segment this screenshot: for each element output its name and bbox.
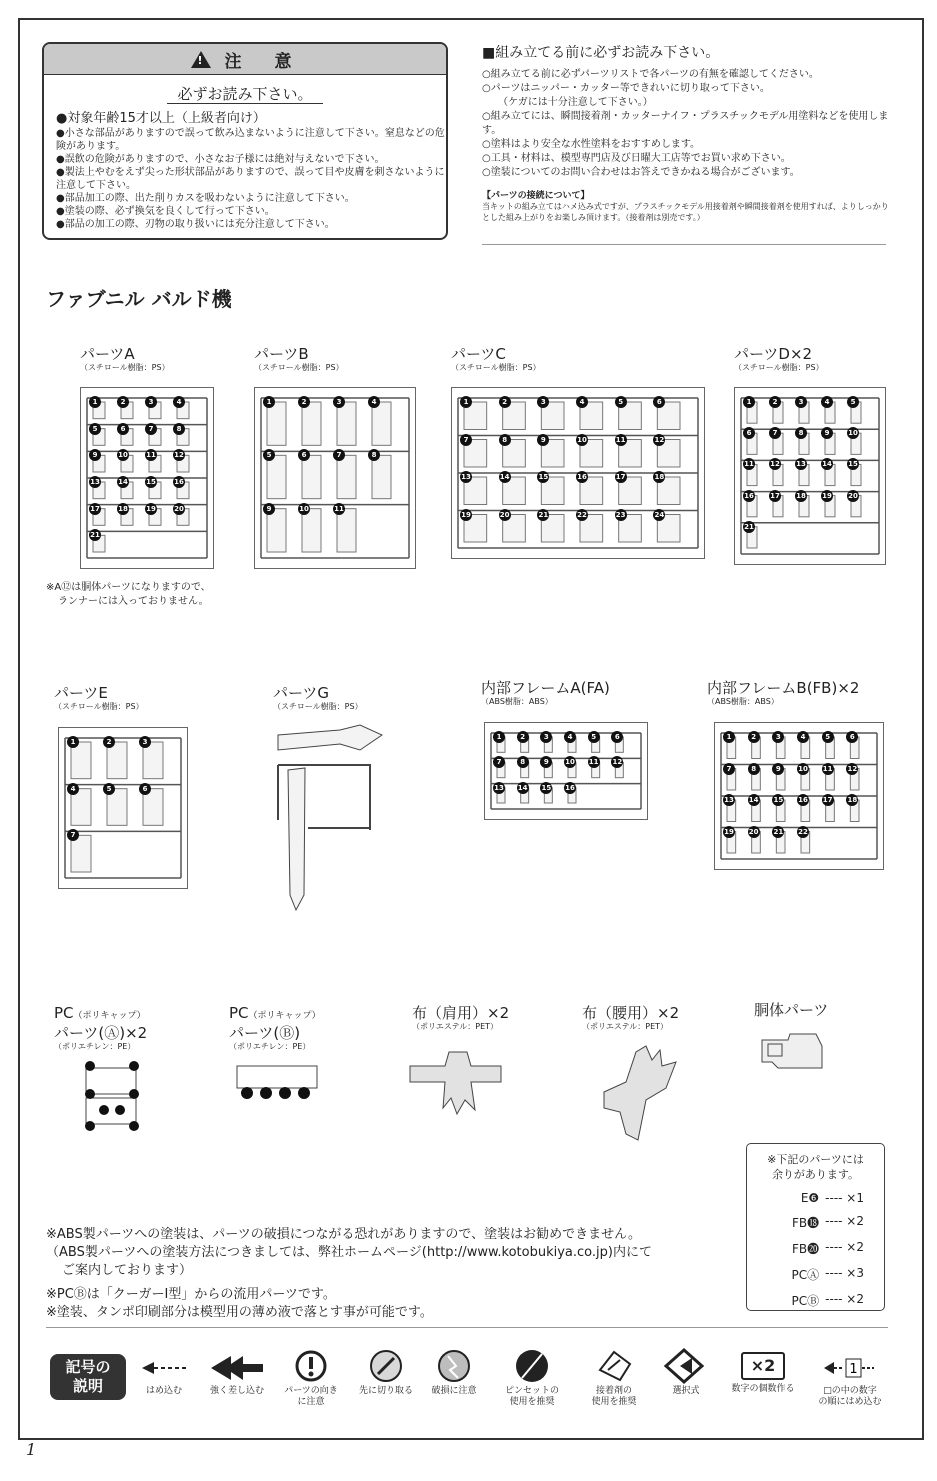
- part-number-tag: 14: [118, 478, 128, 486]
- part-title: パーツE: [54, 684, 108, 702]
- part-number-tag: 5: [847, 396, 859, 408]
- page-number: 1: [26, 1440, 37, 1459]
- sprue-b: [254, 387, 416, 569]
- part-number-tag: 5: [89, 423, 101, 435]
- part-number-tag: 3: [139, 736, 151, 748]
- part-material: （ポリエステル：PET）: [412, 1022, 499, 1031]
- part-piece: [267, 509, 286, 552]
- read-before-item: ○パーツはニッパー・カッター等できれいに切り取って下さい。: [482, 83, 770, 94]
- part-number-tag: 7: [67, 829, 79, 841]
- part-number-tag: 16: [744, 491, 754, 500]
- sprue-c: [451, 387, 705, 559]
- part-number-tag: 4: [797, 731, 809, 743]
- part-piece: [372, 402, 391, 445]
- note-line: ※塗装、タンポ印刷部分は模型用の薄め液で落とす事が可能です。: [46, 1305, 433, 1320]
- part-number-tag: 11: [334, 504, 344, 513]
- legend-item: 接着剤の 使用を推奨: [582, 1348, 646, 1408]
- part-number-tag: 14: [517, 783, 528, 792]
- pc-b-sprue: [233, 1060, 323, 1102]
- part-number-tag: 15: [538, 473, 549, 481]
- part-title: パーツC: [451, 345, 506, 363]
- caution-item: ●小さな部品がありますので誤って飲み込まないように注意して下さい。窒息などの危険があります。: [56, 128, 445, 152]
- part-number-tag: 2: [103, 736, 115, 748]
- part-number-tag: 11: [615, 435, 626, 444]
- part-title: パーツD×2: [734, 345, 813, 363]
- part-number-tag: 21: [773, 827, 784, 836]
- part-number-tag: 3: [795, 396, 807, 408]
- part-number-tag: 6: [846, 731, 858, 743]
- part-e-label: [54, 685, 144, 712]
- part-number-tag: 17: [615, 473, 626, 481]
- part-number-tag: 12: [847, 764, 858, 773]
- part-number-tag: 19: [822, 491, 832, 500]
- part-number-tag: 8: [499, 434, 511, 446]
- part-pca-label: PC（ポリキャップ） パーツ(Ⓐ)×2 （ポリエチレン：PE）: [54, 1004, 148, 1051]
- part-title: パーツG: [273, 684, 330, 702]
- caution-item: ●対象年齢15才以上（上級者向け）: [56, 111, 266, 126]
- caution-header: [44, 44, 446, 75]
- part-number-tag: 9: [537, 434, 549, 446]
- part-piece: [267, 455, 286, 498]
- part-number-tag: 4: [368, 396, 380, 408]
- part-number-tag: 10: [299, 504, 309, 513]
- part-piece: [267, 402, 286, 445]
- dashed-arrow-icon: [136, 1348, 192, 1384]
- part-number-tag: 1: [89, 396, 101, 408]
- part-number-tag: 18: [654, 473, 665, 481]
- part-number-tag: 2: [499, 396, 511, 408]
- part-number-tag: 2: [298, 396, 310, 408]
- sprue-runner: [255, 388, 415, 568]
- part-piece: [302, 455, 321, 498]
- part-number-tag: 2: [517, 731, 529, 743]
- part-title: 内部フレームA(FA): [481, 679, 610, 697]
- part-number-tag: 20: [174, 504, 184, 513]
- sprue-d: [734, 387, 886, 565]
- part-number-tag: 18: [118, 504, 128, 513]
- legend-item: 強く差し込む: [202, 1348, 272, 1397]
- sprue-fb: [714, 722, 884, 870]
- cloth-waist-shape: [596, 1042, 686, 1142]
- sprue-runner: [59, 728, 187, 888]
- part-number-tag: 12: [612, 758, 623, 767]
- part-material: （ポリエチレン：PE）: [229, 1042, 311, 1051]
- legend-item: ×2 数字の個数作る: [726, 1348, 800, 1395]
- part-number-tag: 13: [796, 460, 806, 469]
- part-number-tag: 3: [540, 731, 552, 743]
- part-pcb-label: PC（ポリキャップ） パーツ(Ⓑ) （ポリエチレン：PE）: [229, 1004, 321, 1051]
- note-line: ※ABS製パーツへの塗装は、パーツの破損につながる恐れがありますので、塗装はお勧めできません。: [46, 1227, 641, 1242]
- part-number-tag: 6: [611, 731, 623, 743]
- caution-item: ●部品加工の際、出た削りカスを吸わないように注意して下さい。: [56, 193, 355, 204]
- pc-a-sprue: [64, 1058, 154, 1134]
- part-piece: [337, 402, 356, 445]
- part-title: パーツB: [254, 345, 309, 363]
- part-d-label: [734, 346, 824, 373]
- part-number-tag: 10: [118, 451, 128, 460]
- caution-item: ●塗装の際、必ず換気を良くして行って下さい。: [56, 206, 275, 217]
- part-number-tag: 6: [117, 423, 129, 435]
- read-before-title: ■組み立てる前に必ずお読み下さい。: [482, 45, 720, 61]
- part-number-tag: 6: [653, 396, 665, 408]
- part-number-tag: 4: [67, 783, 79, 795]
- read-before-item: ○工具・材料は、模型専門店及び日曜大工店等でお買い求め下さい。: [482, 153, 791, 164]
- part-number-tag: 7: [769, 427, 781, 439]
- part-piece: [302, 509, 321, 552]
- part-number-tag: 5: [615, 396, 627, 408]
- part-material: （スチロール樹脂：PS）: [254, 363, 344, 372]
- part-number-tag: 16: [577, 473, 587, 481]
- part-number-tag: 9: [772, 763, 784, 775]
- part-number-tag: 17: [770, 491, 780, 500]
- caution-box: [42, 42, 448, 240]
- part-number-tag: 7: [460, 434, 472, 446]
- part-material: （ABS樹脂：ABS）: [481, 697, 553, 706]
- torso-label: [754, 1002, 828, 1019]
- cloth-waist-label: [582, 1005, 679, 1032]
- part-g-label: [273, 685, 363, 712]
- part-number-tag: 17: [822, 796, 833, 804]
- part-title: パーツ(Ⓐ)×2: [54, 1024, 148, 1042]
- part-number-tag: 4: [564, 731, 576, 743]
- cloth-shoulder-shape: [405, 1048, 505, 1118]
- legend-item: はめ込む: [136, 1348, 192, 1397]
- read-before-item: （ケガには十分注意して下さい。）: [498, 97, 653, 108]
- part-material: （スチロール樹脂：PS）: [273, 702, 363, 711]
- cut-icon: [368, 1348, 404, 1384]
- part-b-label: [254, 346, 344, 373]
- note-a12: ※A⑫は胴体パーツになりますので、 ランナーには入っておりません。: [46, 582, 211, 607]
- legend-item: 選択式: [658, 1348, 714, 1397]
- part-number-tag: 6: [298, 449, 310, 461]
- part-number-tag: 13: [461, 473, 471, 481]
- part-number-tag: 6: [743, 427, 755, 439]
- caution-item: ●誤飲の危険がありますので、小さなお子様には絶対与えないで下さい。: [56, 154, 385, 165]
- extra-parts-row: FB⓴ ---- ×2: [792, 1240, 864, 1256]
- part-number-tag: 6: [139, 783, 151, 795]
- part-number-tag: 8: [368, 449, 380, 461]
- part-number-tag: 24: [654, 510, 665, 519]
- extra-parts-title: ※下記のパーツには 余りがあります。: [767, 1153, 864, 1181]
- part-number-tag: 1: [67, 736, 79, 748]
- part-title: パーツA: [80, 345, 135, 363]
- part-number-tag: 20: [848, 491, 858, 500]
- part-material: （ポリエステル：PET）: [582, 1022, 669, 1031]
- part-number-tag: 15: [848, 460, 858, 469]
- part-number-tag: 19: [461, 510, 471, 519]
- part-number-tag: 11: [588, 758, 599, 767]
- part-number-tag: 8: [748, 763, 760, 775]
- double-arrow-icon: [207, 1348, 267, 1384]
- extra-parts-row: PCⒷ ---- ×2: [791, 1292, 864, 1308]
- part-piece: [302, 402, 321, 445]
- sprue-g: [270, 720, 390, 915]
- join-title: 【パーツの接続について】: [482, 191, 590, 201]
- part-number-tag: 4: [821, 396, 833, 408]
- part-number-tag: 19: [146, 504, 156, 513]
- part-number-tag: 3: [333, 396, 345, 408]
- divider: [482, 244, 886, 245]
- extra-parts-row: FB⓲ ---- ×2: [792, 1214, 864, 1230]
- part-a-label: [80, 346, 170, 373]
- extra-parts-row: PCⒶ ---- ×3: [791, 1266, 864, 1282]
- part-number-tag: 1: [743, 396, 755, 408]
- part-material: （スチロール樹脂：PS）: [451, 363, 541, 372]
- extra-parts-box: [746, 1143, 885, 1311]
- part-number-tag: 9: [540, 756, 552, 768]
- part-number-tag: 12: [174, 451, 184, 460]
- caution-subtitle: 必ずお読み下さい。: [44, 83, 446, 104]
- join-body: 当キットの組み立てはハメ込み式ですが、プラスチックモデル用接着剤や瞬間接着剤を使用すれば、よりしっかりとした組み上がりをお楽しみ頂けます。（接着剤は別売です。）: [482, 202, 889, 222]
- part-number-tag: 3: [145, 396, 157, 408]
- part-number-tag: 22: [577, 510, 587, 519]
- part-number-tag: 11: [744, 460, 754, 469]
- select-icon: [662, 1348, 710, 1384]
- read-before-item: ○塗装についてのお問い合わせはお答えできかねる場合がございます。: [482, 167, 800, 178]
- exclamation-icon: [293, 1348, 329, 1384]
- read-before-list: [482, 68, 892, 180]
- sprue-runner: [735, 388, 885, 564]
- legend-item: パーツの向き に注意: [278, 1348, 344, 1408]
- legend-item: ピンセットの 使用を推奨: [500, 1348, 564, 1408]
- part-number-tag: 16: [174, 478, 184, 486]
- part-number-tag: 8: [517, 756, 529, 768]
- part-number-tag: 1: [493, 731, 505, 743]
- part-material: （スチロール樹脂：PS）: [80, 363, 170, 372]
- legend-item: 破損に注意: [426, 1348, 482, 1397]
- part-number-tag: 14: [499, 473, 510, 481]
- part-number-tag: 19: [724, 827, 734, 836]
- part-number-tag: 2: [748, 731, 760, 743]
- extra-parts-row: E❻ ---- ×1: [800, 1191, 864, 1205]
- part-number-tag: 5: [588, 731, 600, 743]
- part-number-tag: 7: [145, 423, 157, 435]
- part-material: （ポリエチレン：PE）: [54, 1042, 136, 1051]
- torso-shape: [758, 1032, 828, 1074]
- divider: [46, 1327, 888, 1328]
- cloth-shoulder-label: [412, 1005, 509, 1032]
- part-title: 胴体パーツ: [754, 1001, 829, 1019]
- part-number-tag: 21: [538, 510, 549, 519]
- legend-item: 1 □の中の数字 の順にはめ込む: [810, 1348, 890, 1408]
- part-number-tag: 20: [499, 510, 510, 519]
- read-before-item: ○塗料はより安全な水性塗料をおすすめします。: [482, 139, 701, 150]
- read-before-section: [482, 42, 892, 223]
- part-number-tag: 8: [173, 423, 185, 435]
- part-number-tag: 7: [333, 449, 345, 461]
- part-number-tag: 20: [748, 827, 759, 836]
- part-number-tag: 18: [796, 491, 806, 500]
- part-number-tag: 17: [90, 504, 100, 513]
- warning-icon: [191, 51, 211, 68]
- part-material: （スチロール樹脂：PS）: [734, 363, 824, 372]
- part-piece: [372, 455, 391, 498]
- part-number-tag: 22: [798, 827, 808, 836]
- caution-list: [56, 110, 446, 231]
- part-piece: [337, 509, 356, 552]
- part-c-label: [451, 346, 541, 373]
- part-number-tag: 14: [822, 460, 832, 469]
- part-number-tag: 5: [263, 449, 275, 461]
- part-number-tag: 10: [577, 435, 587, 444]
- part-number-tag: 10: [565, 758, 575, 767]
- note-line: ※PCⒷは「クーガーI型」からの流用パーツです。: [46, 1287, 336, 1302]
- part-title: 内部フレームB(FB)×2: [707, 679, 860, 697]
- sprue-e: [58, 727, 188, 889]
- note-line: （ABS製パーツへの塗装方法につきましては、弊社ホームページ(http://www.kotobukiya.co.jp)内にて: [46, 1245, 652, 1260]
- part-title: パーツ(Ⓑ): [229, 1024, 301, 1042]
- note-line: ご案内しております）: [62, 1263, 193, 1278]
- part-number-tag: 18: [847, 796, 858, 804]
- caution-item: ●部品の加工の際、刃物の取り扱いには充分注意して下さい。: [56, 219, 335, 230]
- part-number-tag: 15: [773, 796, 784, 804]
- part-number-tag: 1: [723, 731, 735, 743]
- part-number-tag: 9: [89, 449, 101, 461]
- sprue-a: [80, 387, 214, 569]
- part-number-tag: 7: [493, 756, 505, 768]
- part-fb-label: [707, 680, 859, 707]
- glue-icon: [594, 1348, 634, 1384]
- sprue-fa: [484, 722, 648, 820]
- legend-item: 先に切り取る: [354, 1348, 418, 1397]
- part-number-tag: 2: [769, 396, 781, 408]
- number-insert-icon: [820, 1348, 880, 1384]
- bottom-notes: [46, 1226, 736, 1322]
- part-number-tag: 5: [822, 731, 834, 743]
- part-number-tag: 4: [576, 396, 588, 408]
- part-number-tag: 14: [748, 796, 759, 804]
- part-number-tag: 4: [173, 396, 185, 408]
- part-number-tag: 21: [744, 522, 754, 531]
- part-number-tag: 13: [90, 478, 100, 486]
- part-number-tag: 3: [772, 731, 784, 743]
- break-icon: [436, 1348, 472, 1384]
- part-number-tag: 12: [770, 460, 780, 469]
- kit-title: ファブニル バルド機: [46, 287, 232, 311]
- part-number-tag: 12: [654, 435, 665, 444]
- part-number-tag: 5: [103, 783, 115, 795]
- part-number-tag: 16: [798, 796, 808, 804]
- part-title: 布（腰用）×2: [582, 1004, 680, 1022]
- part-piece: [337, 455, 356, 498]
- symbol-legend: [46, 1348, 892, 1410]
- part-number-tag: 8: [795, 427, 807, 439]
- part-material: （スチロール樹脂：PS）: [54, 702, 144, 711]
- part-number-tag: 2: [117, 396, 129, 408]
- read-before-item: ○組み立てる前に必ずパーツリストで各パーツの有無を確認してください。: [482, 69, 819, 80]
- part-number-tag: 21: [90, 531, 100, 540]
- read-before-item: ○組み立てには、瞬間接着剤・カッターナイフ・プラスチックモデル用塗料などを使用します。: [482, 111, 889, 136]
- caution-item: ●製法上やむをえず尖った形状部品がありますので、誤って目や皮膚を刺さないように注意して下さい。: [56, 167, 445, 191]
- part-number-tag: 13: [724, 796, 734, 804]
- part-number-tag: 11: [822, 764, 833, 773]
- part-fa-label: [481, 680, 610, 707]
- part-number-tag: 16: [565, 783, 575, 792]
- part-number-tag: 9: [821, 427, 833, 439]
- svg-text:1: 1: [849, 1362, 858, 1377]
- part-number-tag: 9: [263, 503, 275, 515]
- part-number-tag: 13: [494, 783, 504, 792]
- x2-icon: ×2: [741, 1352, 785, 1380]
- part-number-tag: 15: [541, 783, 552, 792]
- part-number-tag: 1: [460, 396, 472, 408]
- part-material: （ABS樹脂：ABS）: [707, 697, 779, 706]
- part-title: 布（肩用）×2: [412, 1004, 510, 1022]
- part-number-tag: 3: [537, 396, 549, 408]
- part-number-tag: 23: [615, 510, 626, 519]
- legend-badge: 記号の 説明: [50, 1354, 126, 1400]
- part-number-tag: 7: [723, 763, 735, 775]
- part-number-tag: 10: [848, 429, 858, 438]
- caution-title: 注 意: [224, 51, 300, 72]
- part-number-tag: 11: [146, 451, 156, 460]
- part-number-tag: 1: [263, 396, 275, 408]
- tweezers-icon: [512, 1348, 552, 1384]
- part-number-tag: 10: [798, 764, 808, 773]
- part-number-tag: 15: [146, 478, 156, 486]
